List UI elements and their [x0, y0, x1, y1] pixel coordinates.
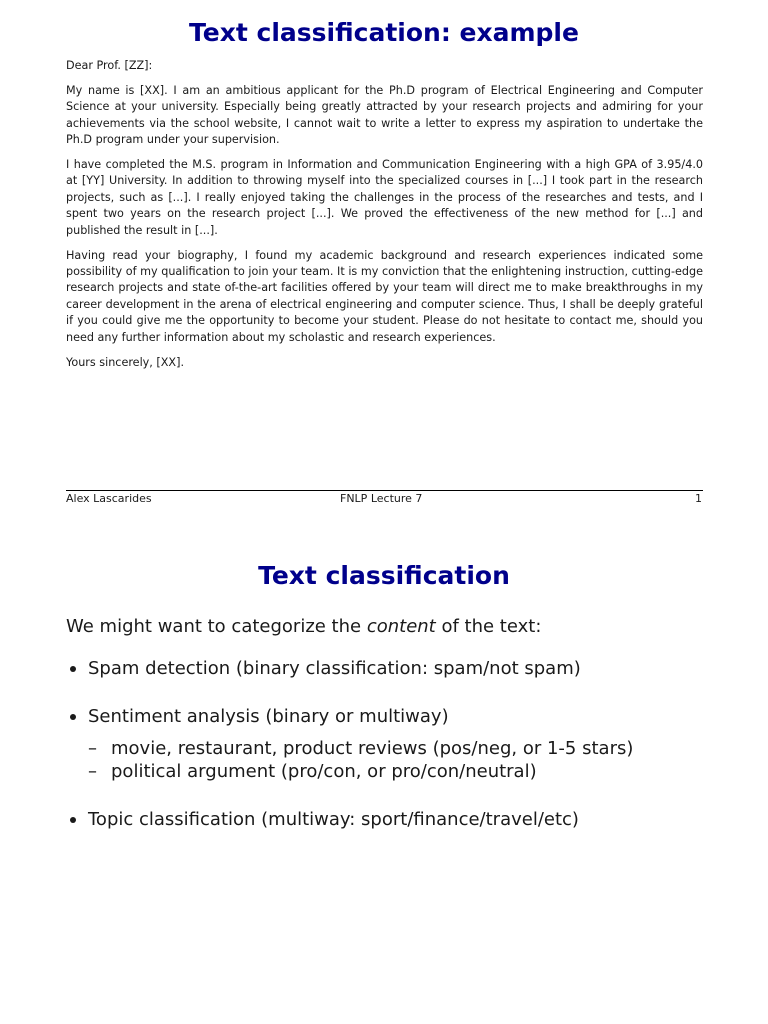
- sub-bullet-item: [66, 738, 726, 759]
- footer-rule: [66, 490, 703, 491]
- intro-emphasis: content: [366, 616, 436, 637]
- bullet-text: Sentiment analysis (binary or multiway): [88, 706, 449, 727]
- intro-text: [66, 616, 541, 637]
- sub-bullet-text: political argument (pro/con, or pro/con/neutral): [111, 761, 537, 782]
- footer-lecture: FNLP Lecture 7: [340, 492, 423, 505]
- footer-page-number: 1: [695, 492, 702, 505]
- letter-body: [66, 58, 703, 379]
- bullet-icon: [70, 817, 76, 823]
- letter-paragraph: Having read your biography, I found my academic background and research experiences indicated some possibility of my qualification to join your team. It is my conviction that the enlightening instruction, cutting-edge research projects and state of-the-art facilities offered by your team will direct me to make breakthroughs in my career development in the arena of electrical engineering and computer science. Thus, I shall be deeply grateful if you could give me the opportunity to become your student. Please do not hesitate to contact me, should you need any further information about my scholastic and research experiences.: [66, 248, 703, 344]
- footer-author: Alex Lascarides: [66, 492, 152, 505]
- bullet-item: [66, 809, 726, 830]
- slide-title: Text classification: [258, 561, 510, 590]
- bullet-text: Topic classification (multiway: sport/finance/travel/etc): [88, 809, 579, 830]
- bullet-item: [66, 658, 726, 679]
- letter-paragraph: I have completed the M.S. program in Information and Communication Engineering with a high GPA of 3.95/4.0 at [YY] University. In addition to throwing myself into the specialized courses in [...] I took part in the research projects, such as [...]. I really enjoyed taking the challenges in the process of the researches and tests, and I spent two years on the research project [...]. We proved the effectiveness of the new method for [...] and published the result in [...].: [66, 158, 703, 237]
- dash-icon: –: [88, 761, 97, 782]
- dash-icon: –: [88, 738, 97, 759]
- letter-salutation: Dear Prof. [ZZ]:: [66, 59, 153, 72]
- intro-text-start: We might want to categorize the: [66, 616, 367, 637]
- bullet-text: Spam detection (binary classification: spam/not spam): [88, 658, 581, 679]
- bullet-list: [66, 658, 726, 830]
- slide-title: Text classification: example: [189, 18, 579, 47]
- bullet-icon: [70, 714, 76, 720]
- intro-text-end: of the text:: [435, 616, 542, 637]
- bullet-icon: [70, 666, 76, 672]
- slide-2: [0, 512, 768, 1024]
- letter-paragraph: My name is [XX]. I am an ambitious applicant for the Ph.D program of Electrical Engineering and Computer Science at your university. Especially being greatly attracted by your research projects and admiring for your achievements via the school website, I cannot wait to write a letter to express my aspiration to undertake the Ph.D program under your supervision.: [66, 83, 703, 147]
- sub-bullet-text: movie, restaurant, product reviews (pos/neg, or 1-5 stars): [111, 738, 634, 759]
- bullet-item: [66, 706, 726, 727]
- sub-bullet-item: [66, 761, 726, 782]
- letter-closing: Yours sincerely, [XX].: [66, 355, 185, 369]
